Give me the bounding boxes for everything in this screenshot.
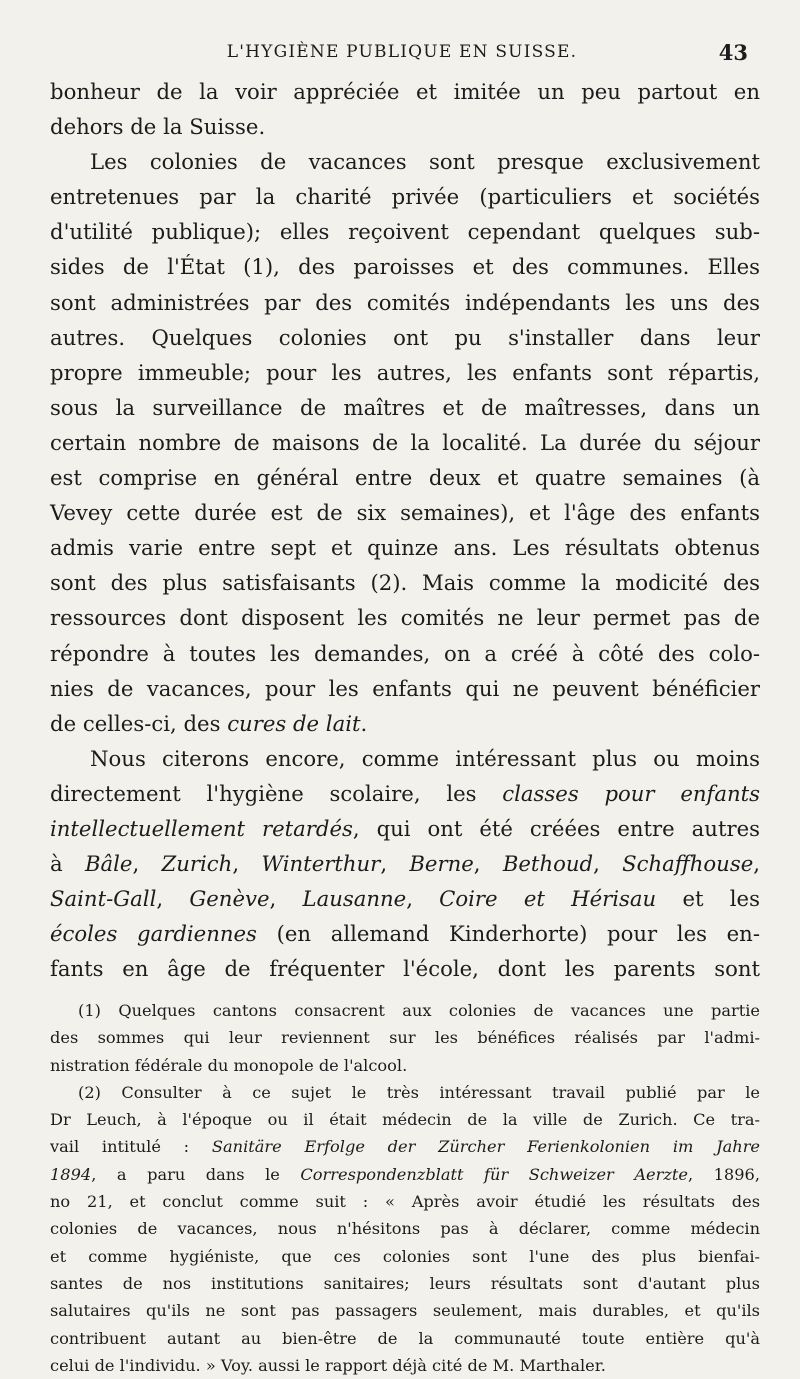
text-line: d'utilité publique); elles reçoivent cependant quelques sub- [50,219,760,245]
text-line: fants en âge de fréquenter l'école, dont les parents sont [50,956,760,982]
text-line: certain nombre de maisons de la localité. La durée du séjour [50,429,760,455]
city-name: Lausanne [302,886,407,912]
city-name: Bethoud [502,851,594,877]
italic-title: Correspondenzblatt für Schweizer Aerzte [300,1164,688,1184]
footnote-2-line: no 21, et conclut comme suit : « Après avoir étudié les résultats des [50,1192,760,1212]
footnote-1-line: nistration fédérale du monopole de l'alcool. [50,1055,408,1075]
text-line: bonheur de la voir appréciée et imitée un peu partout en [50,79,760,104]
city-name: Genève [189,886,270,912]
text-line: répondre à toutes les demandes, on a créé à côté des colo- [50,640,760,666]
footnote-2-line [50,1133,760,1160]
text-line [50,846,760,881]
separator: , [753,851,760,877]
separator: , [380,851,410,877]
italic-title: 1894 [50,1164,92,1184]
text-line: sides de l'État (1), des paroisses et des communes. Elles [50,254,760,280]
separator: , [473,851,503,877]
text-line: autres. Quelques colonies ont pu s'installer dans leur [50,324,760,350]
footnote-2-line: colonies de vacances, nous n'hésitons pas à déclarer, comme médecin [50,1219,760,1239]
text-line [50,776,760,811]
text-line: admis varie entre sept et quinze ans. Les résultats obtenus [50,535,760,561]
text-run: vail intitulé : [50,1137,212,1157]
footnote-2-line [50,1161,760,1188]
footnote-2-line: Dr Leuch, à l'époque ou il était médecin de la ville de Zurich. Ce tra- [50,1110,760,1130]
text-run: , a paru dans le [91,1164,301,1184]
footnote-2-line: (2) Consulter à ce sujet le très intéressant travail publié par le [78,1082,760,1102]
separator: , [132,851,162,877]
text-line: sont administrées par des comités indépendants les uns des [50,289,760,315]
city-name: Schaffhouse [622,851,754,877]
text-line: est comprise en général entre deux et quatre semaines (à [50,465,760,491]
italic-term: écoles gardiennes [50,921,257,947]
city-name: Coire et Hérisau [439,886,657,912]
text-run: directement l'hygiène scolaire, les [50,780,503,806]
text-line: nies de vacances, pour les enfants qui ne peuvent bénéficier [50,675,760,701]
footnote-2-line: celui de l'individu. » Voy. aussi le rapport déjà cité de M. Marthaler. [50,1355,606,1375]
text-run: , 1896, [687,1164,760,1184]
separator: , [156,886,190,912]
footnote-1-line: des sommes qui leur reviennent sur les bénéfices réalisés par l'admi- [50,1028,760,1048]
text-line [50,916,760,951]
separator: , [406,886,440,912]
separator: , [269,886,303,912]
italic-term: classes pour enfants [502,780,761,806]
text-line: sous la surveillance de maîtres et de maîtresses, dans un [50,394,760,420]
text-run: à [50,851,85,877]
city-name: Winterthur [261,851,381,877]
footnote-2-line: contribuent autant au bien-être de la communauté toute entière qu'à [50,1328,760,1348]
text-run: , qui ont été créées entre autres [352,815,760,841]
running-title: L'HYGIÈNE PUBLIQUE EN SUISSE. [226,42,578,62]
separator: , [593,851,623,877]
city-name: Saint-Gall [50,886,157,912]
page-header [50,38,754,68]
text-line [50,706,760,741]
footnote-1-line: (1) Quelques cantons consacrent aux colonies de vacances une partie [78,1001,760,1020]
italic-title: Sanitäre Erfolge der Zürcher Ferienkolonien im Jahre [211,1137,761,1157]
text-line: Les colonies de vacances sont presque exclusivement [90,149,760,175]
italic-term: intellectuellement retardés [50,815,353,841]
text-line: sont des plus satisfaisants (2). Mais comme la modicité des [50,570,760,596]
footnotes [50,997,760,1379]
page-number: 43 [718,40,748,65]
footnote-2-line: et comme hygiéniste, que ces colonies sont l'une des plus bienfai- [50,1246,760,1266]
city-name: Bâle [84,851,133,877]
text-line [50,811,760,846]
text-run: (en allemand Kinderhorte) pour les en- [256,921,760,947]
footnote-2-line: santes de nos institutions sanitaires; leurs résultats sont d'autant plus [50,1273,760,1293]
city-name: Berne [409,851,474,877]
text-run: et les [656,886,760,912]
text-line [50,881,760,916]
body-text [50,74,760,986]
footnote-2-line: salutaires qu'ils ne sont pas passagers seulement, mais durables, et qu'ils [50,1301,760,1321]
text-line: dehors de la Suisse. [50,114,266,140]
separator: , [232,851,262,877]
text-run: . [360,710,368,736]
text-line: ressources dont disposent les comités ne leur permet pas de [50,605,760,631]
text-line: entretenues par la charité privée (particuliers et sociétés [50,184,760,210]
text-line: Vevey cette durée est de six semaines), et l'âge des enfants [50,500,760,526]
text-line: Nous citerons encore, comme intéressant plus ou moins [90,745,760,771]
text-line: propre immeuble; pour les autres, les enfants sont répartis, [50,359,760,385]
city-name: Zurich [161,851,233,877]
italic-term: cures de lait [227,710,361,736]
text-run: de celles-ci, des [50,710,228,736]
